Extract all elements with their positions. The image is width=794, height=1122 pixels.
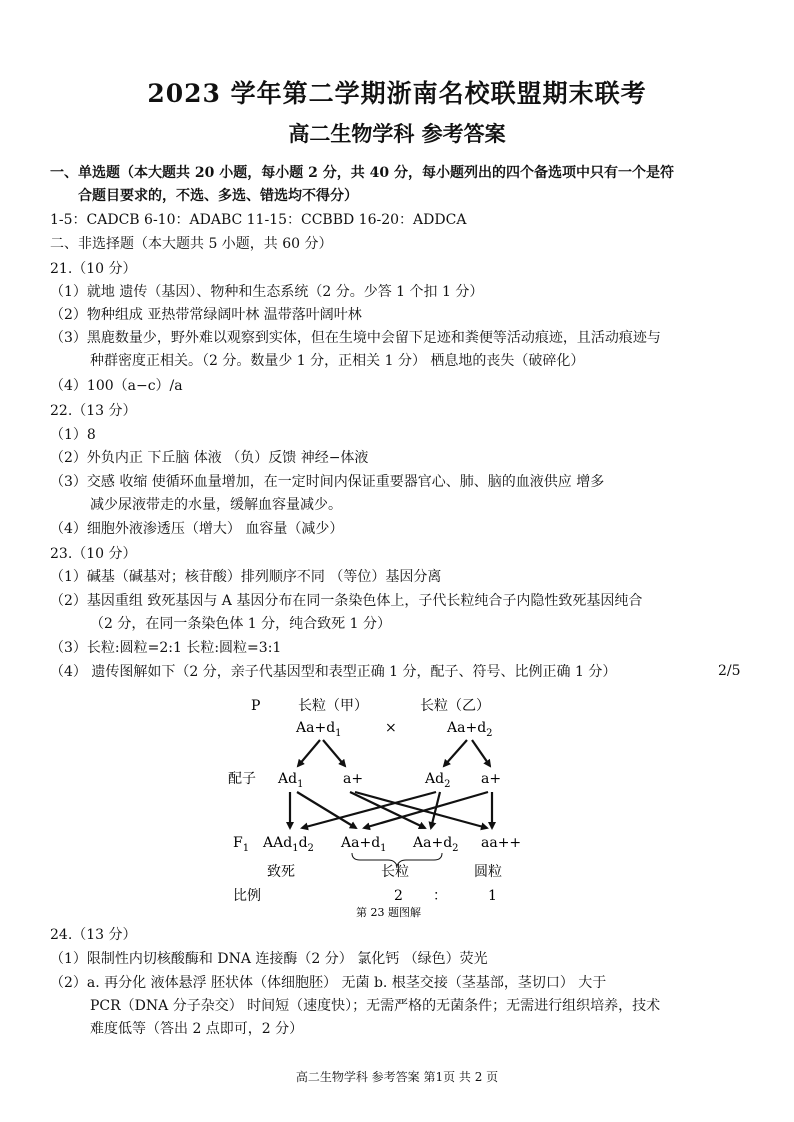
gamete-label: 配子 xyxy=(228,771,256,787)
q22-answer-2: （2）外负内正 下丘脑 体液 （负）反馈 神经−体液 xyxy=(50,450,369,466)
q21-answer-4: （4）100（a−c）/a xyxy=(50,378,183,394)
parent1-genotype: $Aa+d_1$ xyxy=(296,720,342,739)
q23-answer-2-line2: （2 分，在同一条染色体 1 分，纯合致死 1 分） xyxy=(90,616,391,632)
parent-to-gamete-arrows xyxy=(298,740,490,766)
f1-label: $F_1$ xyxy=(233,835,250,854)
q22-answer-3-line2: 减少尿液带走的水量，缓解血容量减少。 xyxy=(90,497,342,513)
p-generation-label: P xyxy=(251,698,261,714)
q24-answer-1: （1）限制性内切核酸酶和 DNA 连接酶（2 分） 氯化钙 （绿色）荧光 xyxy=(50,951,488,967)
page-footer: 高二生物学科 参考答案 第1页 共 2 页 xyxy=(295,1070,499,1084)
section1-heading-line1: 一、单选题（本大题共 20 小题，每小题 2 分，共 40 分，每小题列出的四个备选项中只有一个是符 xyxy=(50,165,674,181)
offspring-aa-plus-plus: aa++ xyxy=(481,835,522,851)
gamete-a-plus-2: a+ xyxy=(481,771,502,787)
q22-answer-4: （4）细胞外液渗透压（增大） 血容量（减少） xyxy=(50,521,344,537)
section1-answers: 1-5：CADCB 6-10：ADABC 11-15：CCBBD 16-20：ADDCA xyxy=(50,212,467,228)
page-mark: 2/5 xyxy=(718,663,741,679)
ratio-colon: ： xyxy=(433,888,447,904)
q24-answer-2-line1: （2）a. 再分化 液体悬浮 胚状体（体细胞胚） 无菌 b. 根茎交接（茎基部，茎切口） 大于 xyxy=(50,975,607,991)
parent2-genotype: $Aa+d_2$ xyxy=(447,720,493,739)
q21-heading: 21.（10 分） xyxy=(50,261,137,277)
gamete-ad2: $Ad_2$ xyxy=(425,771,451,790)
cross-symbol: × xyxy=(385,720,397,736)
phenotype-round-grain: 圆粒 xyxy=(474,864,502,880)
genetic-cross-diagram xyxy=(0,690,794,922)
ratio-label: 比例 xyxy=(233,888,261,904)
q23-answer-4: （4） 遗传图解如下（2 分，亲子代基因型和表型正确 1 分，配子、符号、比例正确 1 分） xyxy=(50,664,617,680)
offspring-aa-plus-d2: $Aa+d_2$ xyxy=(413,835,459,854)
q22-answer-1: （1）8 xyxy=(50,427,96,443)
parent1-phenotype: 长粒（甲） xyxy=(298,698,368,714)
q23-heading: 23.（10 分） xyxy=(50,546,137,562)
q24-answer-2-line3: 难度低等（答出 2 点即可，2 分） xyxy=(90,1021,304,1037)
q22-answer-3-line1: （3）交感 收缩 使循环血量增加，在一定时间内保证重要器官心、肺、脑的血液供应 增多 xyxy=(50,474,605,490)
q21-answer-1: （1）就地 遗传（基因）、物种和生态系统（2 分。少答 1 个扣 1 分） xyxy=(50,284,484,300)
page-title: 2023 学年第二学期浙南名校联盟期末联考 xyxy=(147,79,647,108)
q21-answer-3-line2: 种群密度正相关。（2 分。数量少 1 分，正相关 1 分） 栖息地的丧失（破碎化） xyxy=(90,353,585,369)
ratio-long: 2 xyxy=(394,888,403,904)
gamete-to-offspring-arrows xyxy=(290,792,492,828)
ratio-round: 1 xyxy=(488,888,497,904)
q24-answer-2-line2: PCR（DNA 分子杂交） 时间短（速度快）；无需严格的无菌条件；无需进行组织培养，技术 xyxy=(90,998,661,1014)
q22-heading: 22.（13 分） xyxy=(50,403,137,419)
section2-heading: 二、非选择题（本大题共 5 小题，共 60 分） xyxy=(50,236,333,252)
section1-heading-line2: 合题目要求的，不选、多选、错选均不得分） xyxy=(78,188,358,204)
page-subtitle: 高二生物学科 参考答案 xyxy=(288,121,506,146)
q23-answer-1: （1）碱基（碱基对；核苷酸）排列顺序不同 （等位）基因分离 xyxy=(50,569,442,585)
q21-answer-3-line1: （3）黑鹿数量少，野外难以观察到实体，但在生境中会留下足迹和粪便等活动痕迹，且活动痕迹与 xyxy=(50,330,661,346)
q21-answer-2: （2）物种组成 亚热带常绿阔叶林 温带落叶阔叶林 xyxy=(50,307,362,323)
phenotype-long-grain: 长粒 xyxy=(381,864,409,880)
offspring-aad1d2: $AAd_1d_2$ xyxy=(263,835,314,854)
phenotype-lethal: 致死 xyxy=(267,864,295,880)
parent2-phenotype: 长粒（乙） xyxy=(420,698,490,714)
offspring-aa-plus-d1: $Aa+d_1$ xyxy=(341,835,387,854)
q23-answer-2-line1: （2）基因重组 致死基因与 A 基因分布在同一条染色体上，子代长粒纯合子内隐性致死基因纯合 xyxy=(50,593,643,609)
diagram-caption: 第 23 题图解 xyxy=(356,906,421,919)
gamete-a-plus-1: a+ xyxy=(343,771,364,787)
gamete-ad1: $Ad_1$ xyxy=(278,771,304,790)
q24-heading: 24.（13 分） xyxy=(50,927,137,943)
q23-answer-3: （3）长粒:圆粒=2:1 长粒:圆粒=3:1 xyxy=(50,640,282,656)
